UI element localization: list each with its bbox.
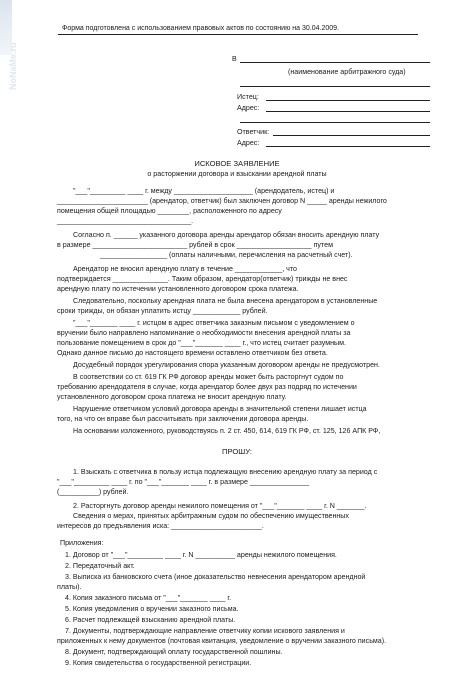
body-line: арендную плату по истечении установленного договором срока платежа. — [57, 285, 299, 293]
body-line: _______________________ (арендатор, ответчик) был заключен договор N _____ аренды нежилого — [57, 197, 387, 205]
attachments-title: Приложения: — [60, 539, 104, 547]
attachment-item: платы). — [57, 583, 82, 591]
body-line: В соответствии со ст. 619 ГК РФ договор аренды может быть расторгнут судом по — [73, 373, 344, 381]
attachment-item: 9. Копия свидетельства о государственной регистрации. — [65, 659, 252, 667]
body-line: Согласно п. ______ указанного договора аренды арендатор обязан вносить арендную плату — [73, 231, 380, 239]
plaintiff-address-line-2 — [240, 122, 430, 123]
request-title: ПРОШУ: — [222, 447, 252, 456]
body-line: помещения общей площадью ________, расположенного по адресу — [57, 207, 282, 215]
body-line: подтверждается ______________. Таким образом, арендатор(ответчик) трижды не внес — [57, 275, 348, 283]
body-line: вручении было направлено напоминание о необходимости внесения арендной платы за — [57, 329, 351, 337]
defendant-line — [273, 135, 430, 136]
body-line: "___"_________ ____ г. между ____________________ (арендодатель, истец) и — [73, 187, 335, 195]
defendant-address-line — [266, 146, 430, 147]
attachment-item: 8. Документ, подтверждающий оплату государственной пошлины. — [65, 648, 283, 656]
request-line: 2. Расторгнуть договор аренды нежилого помещения от "___"_______ ____ г. N _______. — [73, 502, 367, 510]
body-line: требованию арендодателя в случае, когда арендатор более двух раз подряд по истечении — [57, 383, 357, 391]
defendant-label: Ответчик: — [237, 128, 270, 136]
attachment-item: приложенных к нему документов (почтовая квитанция, уведомление о вручении заказного письма). — [57, 637, 387, 645]
body-line: Арендатор не вносил арендную плату в течение ____________, что — [73, 265, 297, 273]
court-caption: (наименование арбитражного суда) — [288, 68, 406, 76]
plaintiff-address-line — [266, 111, 430, 112]
attachment-item: 6. Расчет подлежащей взысканию арендной платы. — [65, 616, 236, 624]
document-title: ИСКОВОЕ ЗАЯВЛЕНИЕ — [194, 159, 280, 168]
body-line: __________________________________. — [57, 217, 194, 225]
body-line: сроки трижды, он обязан уплатить истцу ____________ рублей. — [57, 307, 268, 315]
plaintiff-line — [266, 100, 430, 101]
body-line: "___"_______ ____ г. истцом в адрес ответчика заказным письмом с уведомлением о — [73, 319, 355, 327]
document-subtitle: о расторжении договора и взыскании арендной платы — [147, 170, 327, 178]
watermark: NoNaMe.ru — [8, 42, 18, 90]
header-note: Форма подготовлена с использованием правовых актов по состоянию на 30.04.2009. — [62, 25, 339, 32]
attachment-item: 2. Передаточный акт. — [65, 562, 135, 570]
body-line: Однако данное письмо до настоящего времени оставлено ответчиком без ответа. — [57, 349, 328, 357]
body-line: в размере ________________________ рублей в срок ___________________ путем — [57, 241, 333, 249]
court-extra-line — [240, 86, 430, 87]
request-line: Сведения о мерах, принятых арбитражным судом по обеспечению имущественных — [73, 512, 349, 520]
request-line: "___"_________ ____ г. по "___"_______ ____ г. в размере _______________ — [57, 478, 310, 486]
attachment-item: 3. Выписка из банковского счета (иное доказательство невнесения арендатором арендной — [65, 573, 366, 581]
body-line: _________________ (оплаты наличными, перечисления на расчетный счет). — [100, 251, 353, 259]
body-line: Досудебный порядок урегулирования спора указанным договором аренды не предусмотрен. — [73, 361, 380, 369]
attachment-item: 4. Копия заказного письма от "___"_______ ____ г. — [65, 594, 232, 602]
attachment-item: 1. Договор от "___"_________ ____ г. N __________ аренды нежилого помещения. — [65, 551, 337, 559]
body-line: На основании изложенного, руководствуясь п. 2 ст. 450, 614, 619 ГК РФ, ст. 125, 126 АПК РФ, — [73, 427, 381, 435]
plaintiff-address-label: Адрес: — [237, 104, 260, 112]
body-line: Нарушение ответчиком условий договора аренды в значительной степени лишает истца — [73, 405, 367, 413]
request-line: (__________) рублей. — [57, 488, 129, 496]
body-line: того, на что он вправе был рассчитывать при заключении договора аренды. — [57, 415, 309, 423]
to-label: В — [232, 55, 237, 63]
request-line: 1. Взыскать с ответчика в пользу истца подлежащую внесению арендную плату за период с — [73, 468, 378, 476]
attachment-item: 7. Документы, подтверждающие направление ответчику копии искового заявления и — [65, 627, 345, 635]
plaintiff-label: Истец: — [237, 93, 259, 101]
attachment-item: 5. Копия уведомления о вручении заказного письма. — [65, 605, 239, 613]
request-line: интересов до предъявления иска: _______________________. — [57, 522, 264, 530]
defendant-address-label: Адрес: — [237, 139, 260, 147]
court-name-line — [240, 62, 430, 63]
body-line: Следовательно, поскольку арендная плата не была внесена арендатором в установленные — [73, 297, 378, 305]
body-line: пользование помещением в срок до "___"_______ ____ г., что истец считает разумным. — [57, 339, 346, 347]
body-line: установленного договором срока платежа не вносит арендную плату. — [57, 393, 287, 401]
